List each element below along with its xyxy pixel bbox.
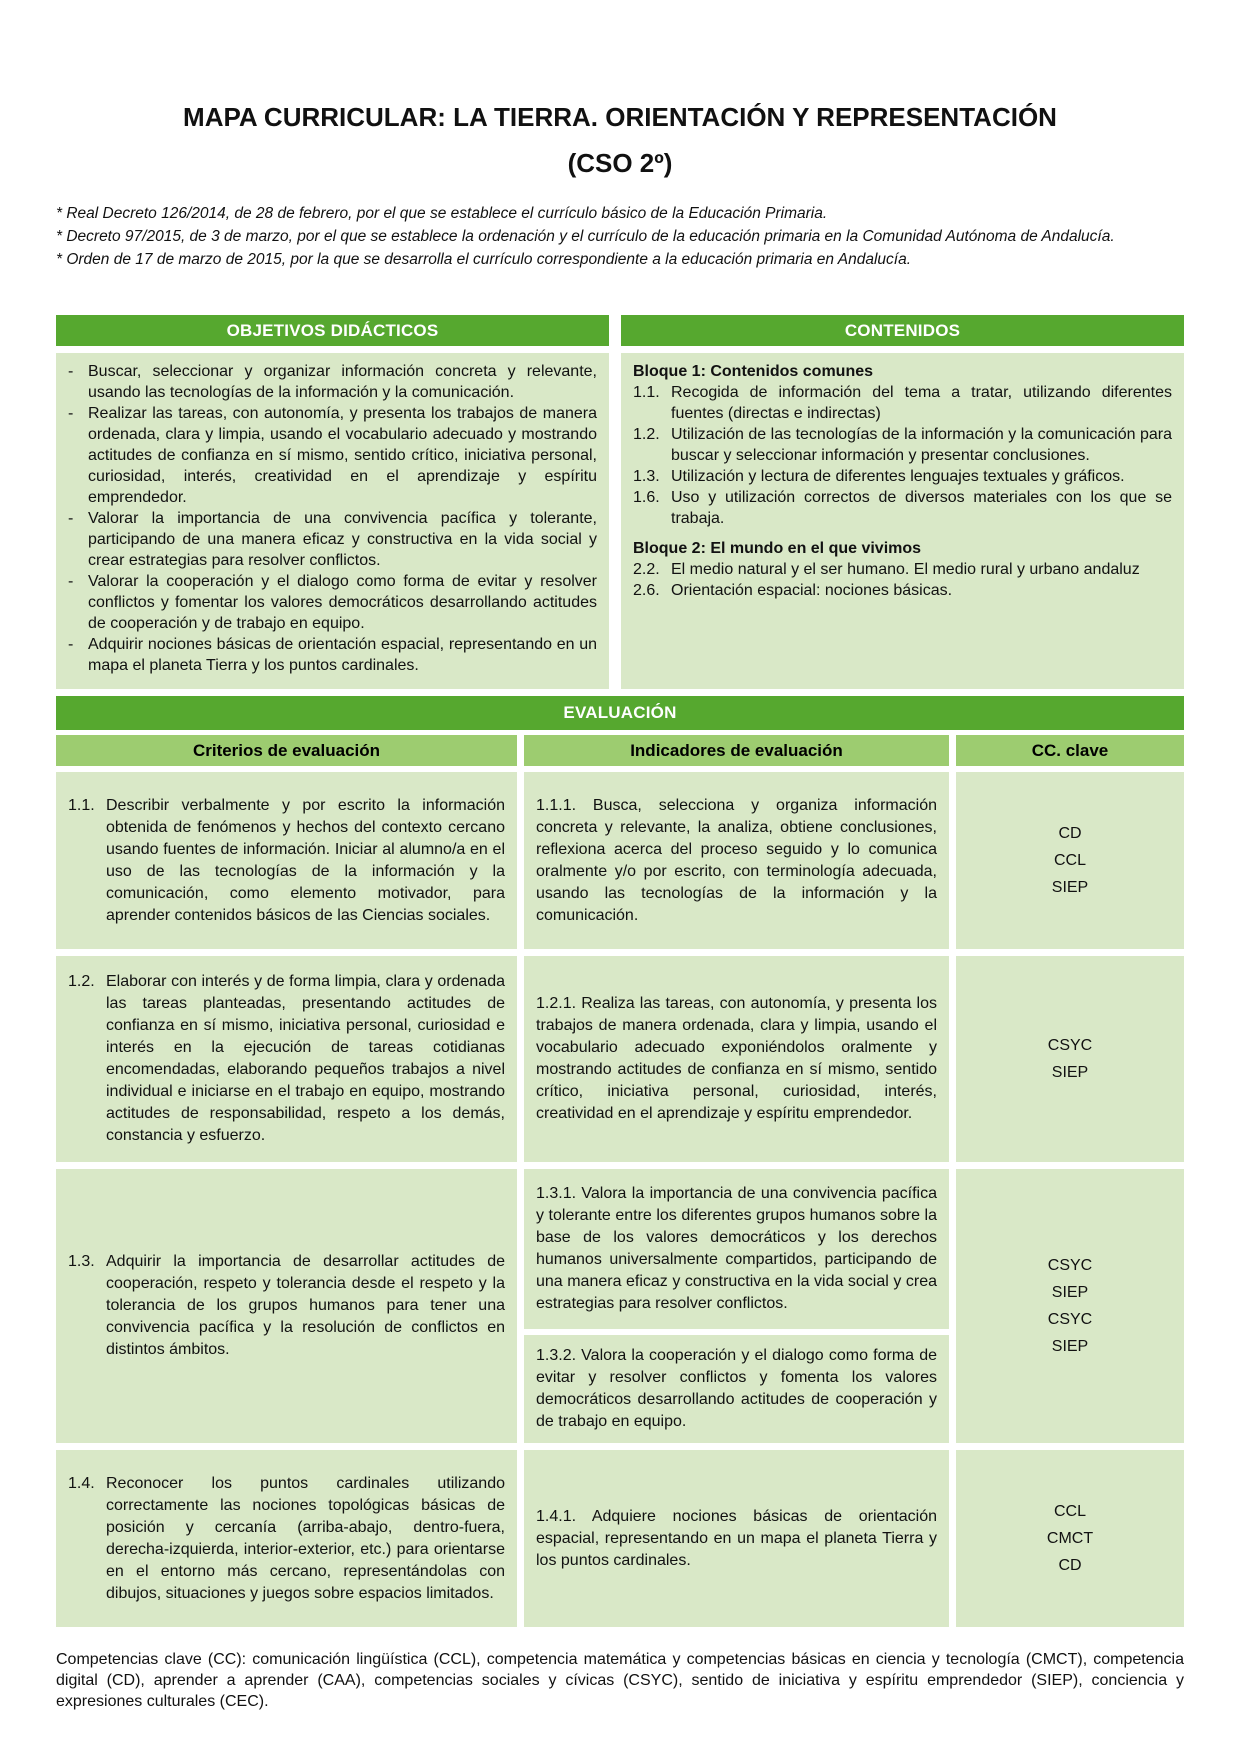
cc-clave-cell: [956, 1450, 1184, 1627]
criterio-number: 1.2.: [68, 973, 95, 990]
contenido-number: 2.2.: [633, 561, 660, 578]
contenido-number: 1.2.: [633, 426, 660, 443]
criterio-cell: [56, 1169, 517, 1443]
dash-bullet: -: [68, 636, 74, 653]
cc-clave-cell: [956, 956, 1184, 1162]
contenido-number: 2.6.: [633, 582, 660, 599]
objetivo-item: [68, 508, 597, 571]
criterio-number: 1.1.: [68, 796, 95, 814]
evaluation-row-1-2: [56, 956, 1184, 1162]
cc-value: SIEP: [1051, 879, 1089, 896]
evaluation-row-1-1: [56, 772, 1184, 949]
evaluacion-column-headers: [56, 735, 1184, 766]
contenido-item: [633, 466, 1172, 487]
cc-value: SIEP: [1051, 1338, 1089, 1355]
indicador-text: 1.3.2. Valora la cooperación y el dialogo como forma de evitar y resolver conflictos y fomenta los valores democráticos desarrollando actitudes de cooperación y de trabajo en equipo.: [536, 1347, 937, 1430]
page-subtitle: (CSO 2º): [567, 148, 673, 178]
cc-value: SIEP: [1051, 1284, 1089, 1301]
dash-bullet: -: [68, 573, 74, 590]
column-header-criterios: Criterios de evaluación: [56, 735, 517, 766]
objetivos-column: [56, 315, 609, 689]
evaluation-row-1-4: [56, 1450, 1184, 1627]
indicador-cell: [524, 1169, 949, 1329]
contenido-text: Orientación espacial: nociones básicas.: [671, 582, 953, 599]
contenido-item: [633, 580, 1172, 601]
contenidos-header: CONTENIDOS: [621, 315, 1184, 346]
evaluation-row-1-3: [56, 1169, 1184, 1443]
criterio-number: 1.3.: [68, 1253, 95, 1270]
criterio-text: Elaborar con interés y de forma limpia, clara y ordenada las tareas planteadas, presentando actitudes de confianza en sí mismo, iniciativa personal, curiosidad e interés en la ejecución de tareas cotidianas encomendadas, elaborando pequeños trabajos a nivel individual e iniciarse en el trabajo en equipo, mostrando actitudes de responsabilidad, respeto a los demás, constancia y esfuerzo.: [106, 973, 505, 1144]
objetivo-item: [68, 571, 597, 634]
contenido-text: El medio natural y el ser humano. El medio rural y urbano andaluz: [671, 561, 1140, 578]
bloque2-title: Bloque 2: El mundo en el que vivimos: [633, 540, 922, 557]
cc-value: CCL: [1053, 1503, 1086, 1520]
column-header-indicadores: Indicadores de evaluación: [524, 735, 949, 766]
contenido-item: [633, 424, 1172, 466]
contenidos-column: [621, 315, 1184, 689]
criterio-text: Describir verbalmente y por escrito la información obtenida de fenómenos y hechos del contexto cercano usando fuentes de información. Iniciar al alumno/a en el uso de las tecnologías de la información y la comunicación, como elemento motivador, para aprender contenidos básicos de las Ciencias sociales.: [106, 796, 505, 924]
objetivos-header: OBJETIVOS DIDÁCTICOS: [56, 315, 609, 346]
legal-notes: [56, 202, 1184, 271]
legal-note: * Orden de 17 de marzo de 2015, por la que se desarrolla el currículo correspondiente a la educación primaria en Andalucía.: [56, 251, 912, 268]
contenido-text: Uso y utilización correctos de diversos materiales con los que se trabaja.: [671, 489, 1172, 527]
objetivo-item: [68, 403, 597, 508]
legal-note: * Real Decreto 126/2014, de 28 de febrero, por el que se establece el currículo básico de la Educación Primaria.: [56, 205, 828, 222]
indicador-cell: [524, 1335, 949, 1443]
indicador-subcolumn: [524, 1169, 949, 1443]
contenido-item: [633, 382, 1172, 424]
page-title: MAPA CURRICULAR: LA TIERRA. ORIENTACIÓN Y REPRESENTACIÓN: [183, 102, 1057, 132]
objectives-contents-section: [56, 315, 1184, 689]
cc-clave-cell: [956, 1169, 1184, 1443]
indicador-text: 1.2.1. Realiza las tareas, con autonomía, y presenta los trabajos de manera ordenada, clara y limpia, usando el vocabulario adecuado exponiéndolos oralmente y mostrando actitudes de confianza en sí mismo, sentido crítico, iniciativa personal, curiosidad, interés, creatividad en el aprendizaje y espíritu emprendedor.: [536, 995, 937, 1122]
contenido-text: Recogida de información del tema a tratar, utilizando diferentes fuentes (directas e indirectas): [671, 384, 1172, 422]
cc-value: CSYC: [1047, 1311, 1093, 1328]
criterio-cell: [56, 1450, 517, 1627]
indicador-cell: [524, 1450, 949, 1627]
objetivo-item: [68, 634, 597, 676]
cc-value: CCL: [1053, 852, 1086, 869]
indicador-cell: [524, 772, 949, 949]
criterio-cell: [56, 772, 517, 949]
dash-bullet: -: [68, 363, 74, 380]
cc-value: CSYC: [1047, 1257, 1093, 1274]
contenido-number: 1.6.: [633, 489, 660, 506]
indicador-cell: [524, 956, 949, 1162]
contenido-number: 1.3.: [633, 468, 660, 485]
competencias-legend: Competencias clave (CC): comunicación lingüística (CCL), competencia matemática y competencias básicas en ciencia y tecnología (CMCT), competencia digital (CD), aprender a aprender (CAA), competencias sociales y cívicas (CSYC), sentido de iniciativa y espíritu emprendedor (SIEP), conciencia y expresiones culturales (CEC).: [56, 1651, 1184, 1710]
legal-note: * Decreto 97/2015, de 3 de marzo, por el que se establece la ordenación y el currículo de la educación primaria en la Comunidad Autónoma de Andalucía.: [56, 228, 1115, 245]
indicador-text: 1.3.1. Valora la importancia de una convivencia pacífica y tolerante entre los diferentes grupos humanos sobre la base de los valores democráticos y los derechos humanos universalmente compartidos, participando de una manera eficaz y constructiva en la vida social y crea estrategias para resolver conflictos.: [536, 1185, 937, 1312]
criterio-cell: [56, 956, 517, 1162]
bloque1-title: Bloque 1: Contenidos comunes: [633, 363, 874, 380]
indicador-text: 1.1.1. Busca, selecciona y organiza información concreta y relevante, la analiza, obtiene conclusiones, reflexiona acerca del proceso seguido y lo comunica oralmente y/o por escrito, con terminología adecuada, usando las tecnologías de la información y la comunicación.: [536, 796, 937, 924]
indicador-text: 1.4.1. Adquiere nociones básicas de orientación espacial, representando en un mapa el planeta Tierra y los puntos cardinales.: [536, 1507, 937, 1569]
contenido-text: Utilización de las tecnologías de la información y la comunicación para buscar y seleccionar información y presentar conclusiones.: [671, 426, 1172, 464]
objetivo-text: Valorar la cooperación y el dialogo como forma de evitar y resolver conflictos y fomentar los valores democráticos desarrollando actitudes de cooperación y de trabajo en equipo.: [88, 573, 597, 632]
cc-value: SIEP: [1051, 1064, 1089, 1081]
contenido-text: Utilización y lectura de diferentes lenguajes textuales y gráficos.: [671, 468, 1125, 485]
contenido-number: 1.1.: [633, 384, 660, 401]
cc-value: CSYC: [1047, 1037, 1093, 1054]
dash-bullet: -: [68, 510, 74, 527]
objetivo-text: Buscar, seleccionar y organizar información concreta y relevante, usando las tecnologías de la información y la comunicación.: [88, 363, 597, 401]
objetivo-text: Valorar la importancia de una convivencia pacífica y tolerante, participando de una manera eficaz y constructiva en la vida social y crear estrategias para resolver conflictos.: [88, 510, 597, 569]
cc-value: CMCT: [1046, 1530, 1094, 1547]
criterio-text: Reconocer los puntos cardinales utilizando correctamente las nociones topológicas básicas de posición y cercanía (arriba-abajo, dentro-fuera, derecha-izquierda, interior-exterior, etc.) para orientarse en el entorno más cercano, representándolas con dibujos, situaciones y juegos sobre espacios limitados.: [106, 1474, 505, 1602]
evaluacion-header: EVALUACIÓN: [56, 696, 1184, 730]
contenido-item: [633, 559, 1172, 580]
cc-clave-cell: [956, 772, 1184, 949]
objetivo-item: [68, 361, 597, 403]
column-header-cc-clave: CC. clave: [956, 735, 1184, 766]
objetivo-text: Adquirir nociones básicas de orientación espacial, representando en un mapa el planeta Tierra y los puntos cardinales.: [88, 636, 597, 674]
contenidos-cell: [621, 353, 1184, 689]
contenido-item: [633, 487, 1172, 529]
criterio-number: 1.4.: [68, 1474, 95, 1492]
dash-bullet: -: [68, 405, 74, 422]
cc-value: CD: [1058, 1557, 1082, 1574]
objetivos-cell: [56, 353, 609, 689]
objetivo-text: Realizar las tareas, con autonomía, y presenta los trabajos de manera ordenada, clara y limpia, usando el vocabulario adecuado y mostrando actitudes de confianza en sí mismo, sentido crítico, iniciativa personal, curiosidad, interés, creatividad en el aprendizaje y espíritu emprendedor.: [88, 405, 597, 506]
criterio-text: Adquirir la importancia de desarrollar actitudes de cooperación, respeto y tolerancia desde el respeto y la tolerancia de los grupos humanos para tener una convivencia pacífica y la resolución de conflictos en distintos ámbitos.: [106, 1253, 505, 1358]
cc-value: CD: [1058, 825, 1082, 842]
